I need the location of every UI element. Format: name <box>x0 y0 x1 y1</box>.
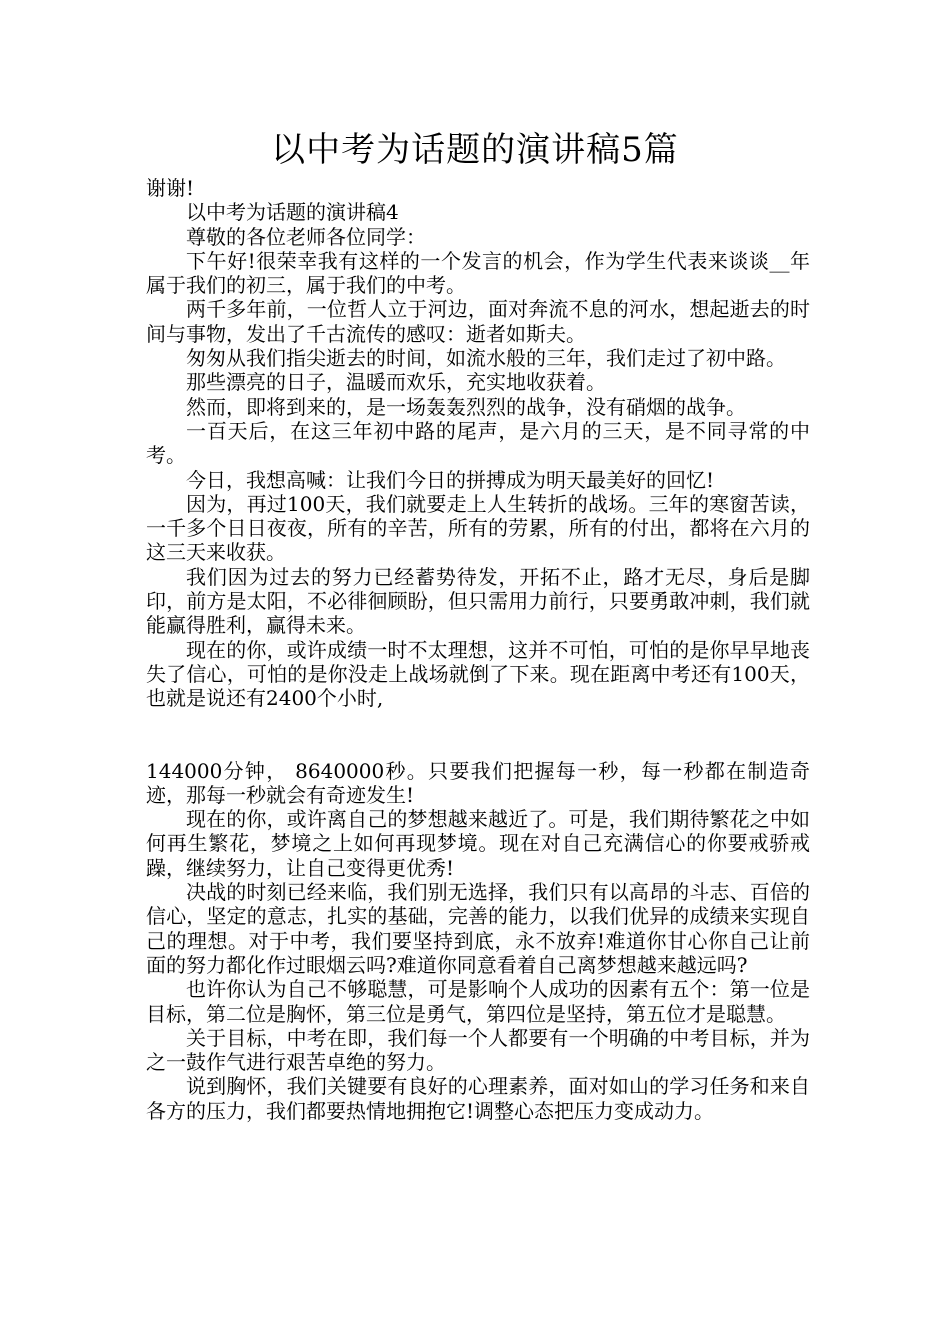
paragraph: 关于目标，中考在即，我们每一个人都要有一个明确的中考目标，并为之一鼓作气进行艰苦卓绝的努力。 <box>146 1025 810 1075</box>
paragraph: 以中考为话题的演讲稿4 <box>186 200 399 225</box>
paragraph: 144000分钟， 8640000秒。只要我们把握每一秒，每一秒都在制造奇迹，那每一秒就会有奇迹发生! <box>146 758 810 807</box>
paragraph: 现在的你，或许离自己的梦想越来越近了。可是，我们期待繁花之中如何再生繁花，梦境之上如何再现梦境。现在对自己充满信心的你要戒骄戒躁，继续努力，让自己变得更优秀! <box>146 807 810 880</box>
paragraph: 一百天后，在这三年初中路的尾声，是六月的三天，是不同寻常的中考。 <box>146 418 810 468</box>
paragraph: 我们因为过去的努力已经蓄势待发，开拓不止，路才无尽，身后是脚印，前方是太阳，不必徘徊顾盼，但只需用力前行，只要勇敢冲刺，我们就能赢得胜利，赢得未来。 <box>146 564 810 638</box>
paragraph: 也许你认为自己不够聪慧，可是影响个人成功的因素有五个：第一位是目标，第二位是胸怀，第三位是勇气，第四位是坚持，第五位才是聪慧。 <box>146 977 810 1026</box>
paragraph: 尊敬的各位老师各位同学： <box>186 224 426 249</box>
paragraph-gap <box>146 711 810 759</box>
paragraph: 两千多年前，一位哲人立于河边，面对奔流不息的河水，想起逝去的时间与事物，发出了千古流传的感叹：逝者如斯夫。 <box>146 297 810 346</box>
paragraph: 说到胸怀，我们关键要有良好的心理素养，面对如山的学习任务和来自各方的压力，我们都要热情地拥抱它!调整心态把压力变成动力。 <box>146 1074 810 1123</box>
paragraph: 现在的你，或许成绩一时不太理想，这并不可怕，可怕的是你早早地丧失了信心，可怕的是你没走上战场就倒了下来。现在距离中考还有100天，也就是说还有2400个小时, <box>146 637 810 711</box>
paragraph: 今日，我想高喊：让我们今日的拼搏成为明天最美好的回忆! <box>186 467 715 492</box>
paragraph: 匆匆从我们指尖逝去的时间，如流水般的三年，我们走过了初中路。 <box>186 346 786 371</box>
paragraph: 谢谢! <box>146 176 195 200</box>
paragraph: 下午好!很荣幸我有这样的一个发言的机会，作为学生代表来谈谈__年属于我们的初三，属于我们的中考。 <box>146 248 810 298</box>
paragraph: 决战的时刻已经来临，我们别无选择，我们只有以高昂的斗志、百倍的信心，坚定的意志，扎实的基础，完善的能力，以我们优异的成绩来实现自己的理想。对于中考，我们要坚持到底，永不放弃!难道你甘心你自己让前面的努力都化作过眼烟云吗?难道你同意看着自己离梦想越来越远吗? <box>146 880 810 977</box>
paragraph: 那些漂亮的日子，温暖而欢乐，充实地收获着。 <box>186 370 606 395</box>
document-body <box>146 176 810 1123</box>
paragraph: 因为，再过100天，我们就要走上人生转折的战场。三年的寒窗苦读，一千多个日日夜夜，所有的辛苦，所有的劳累，所有的付出，都将在六月的这三天来收获。 <box>146 491 810 565</box>
document-title: 以中考为话题的演讲稿5篇 <box>271 130 679 170</box>
paragraph: 然而，即将到来的，是一场轰轰烈烈的战争，没有硝烟的战争。 <box>186 394 746 419</box>
